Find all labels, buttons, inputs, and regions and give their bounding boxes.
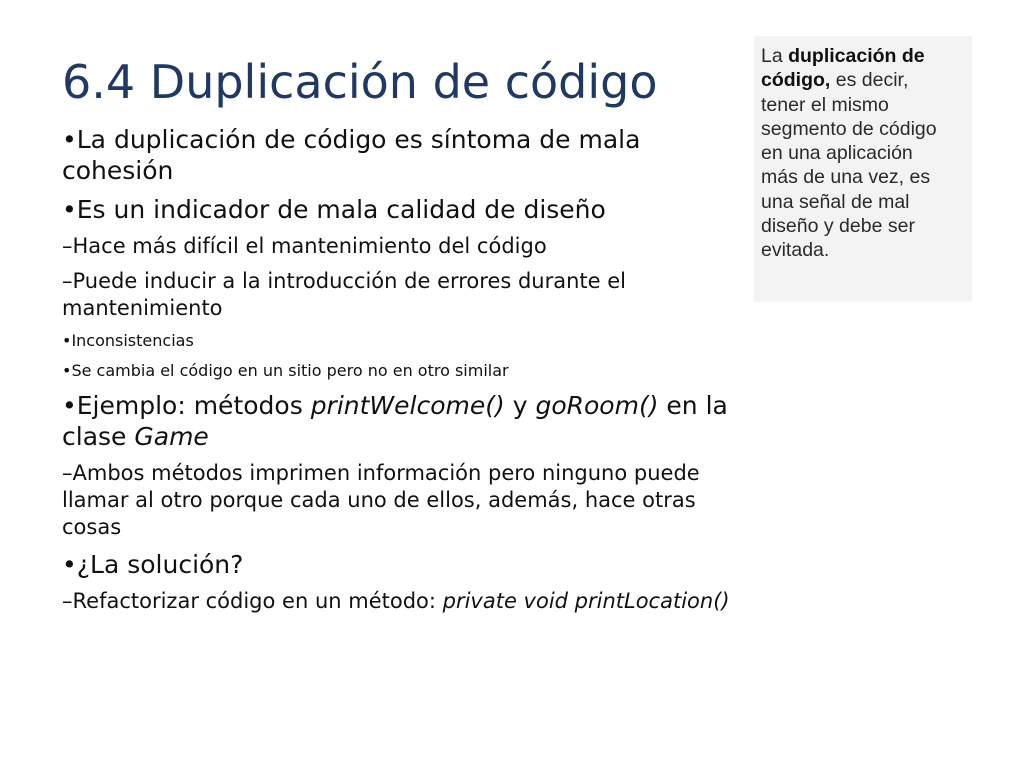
note-line: evitada.: [761, 239, 830, 262]
sub-bullet-item: –Ambos métodos imprimen información pero ninguno puede llamar al otro porque cada uno de ellos, además, hace otras cosas: [62, 461, 700, 539]
sub-bullet-item: –Refactorizar código en un método: private void printLocation(): [62, 589, 730, 613]
slide-title: 6.4 Duplicación de código: [62, 55, 658, 109]
note-line: una señal de mal: [761, 190, 910, 213]
note-line: más de una vez, es: [761, 166, 931, 189]
code-snippet: private void printLocation(): [442, 589, 730, 613]
definition-image: [754, 36, 972, 302]
class-name: Game: [134, 422, 209, 451]
bullet-item: •Ejemplo: métodos printWelcome() y goRoom() en la clase Game: [62, 391, 728, 451]
sub-bullet-item: –Hace más difícil el mantenimiento del código: [62, 234, 547, 258]
note-line: La duplicación de: [761, 45, 925, 67]
note-line: en una aplicación: [761, 142, 913, 165]
note-line: código, es decir,: [761, 69, 909, 92]
bullet-item: •La duplicación de código es síntoma de mala cohesión: [62, 125, 641, 185]
small-bullet-item: •Inconsistencias: [62, 331, 194, 350]
bullet-item: •¿La solución?: [62, 550, 244, 579]
method-name: printWelcome(): [310, 391, 505, 420]
small-bullet-item: •Se cambia el código en un sitio pero no en otro similar: [62, 361, 509, 380]
bullet-item: •Es un indicador de mala calidad de diseño: [62, 195, 606, 224]
method-name: goRoom(): [535, 391, 659, 420]
note-line: segmento de código: [761, 117, 937, 140]
sub-bullet-item: –Puede inducir a la introducción de errores durante el mantenimiento: [62, 269, 627, 320]
note-line: diseño y debe ser: [761, 215, 915, 238]
slide-body: [62, 124, 730, 623]
note-line: tener el mismo: [761, 93, 889, 116]
